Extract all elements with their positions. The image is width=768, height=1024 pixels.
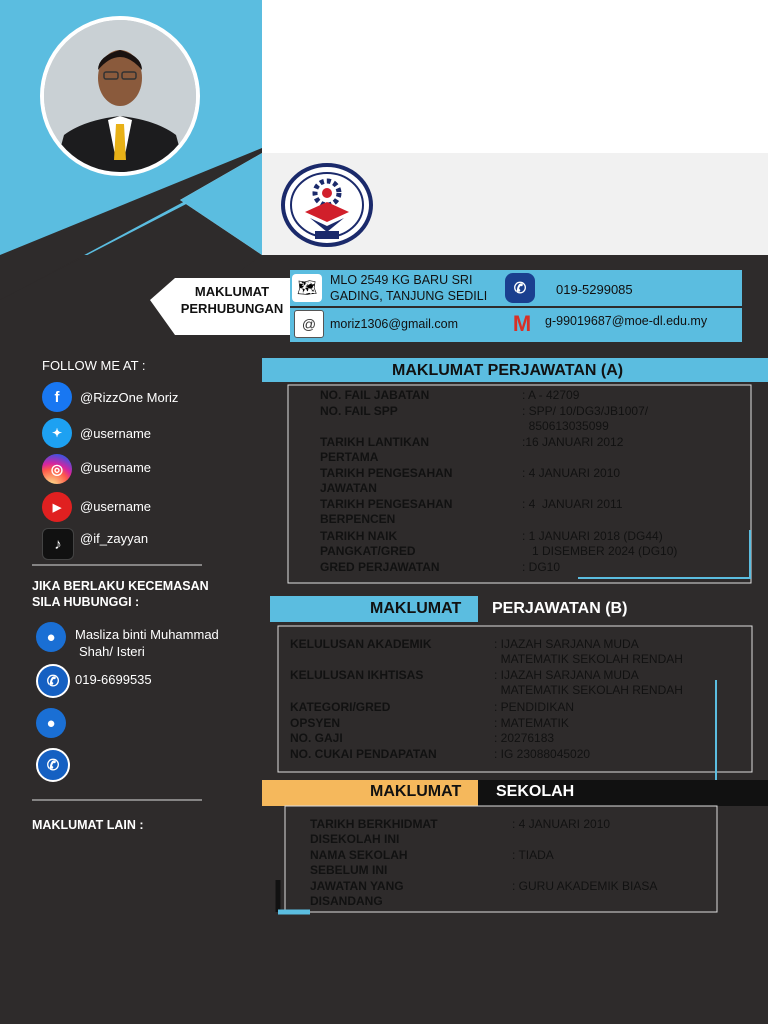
mail-icon: @	[294, 310, 324, 338]
youtube-handle[interactable]: @username	[80, 499, 152, 514]
section-a-value: : 4 JANUARI 2011	[522, 497, 623, 511]
section-b-value: : IJAZAH SARJANA MUDA MATEMATIK SEKOLAH RENDAH	[494, 668, 683, 697]
section-c-title-right: SEKOLAH	[496, 783, 575, 800]
map-icon: 🗺	[292, 274, 322, 302]
contact-email[interactable]: moriz1306@gmail.com	[330, 317, 459, 331]
person-icon: ●	[36, 708, 66, 738]
youtube-icon[interactable]: ▶	[42, 492, 72, 522]
section-a-label: TARIKH PENGESAHAN JAWATAN	[320, 466, 453, 495]
section-c-title-left: MAKLUMAT	[370, 783, 462, 800]
section-b-label: NO. GAJI	[290, 731, 343, 745]
section-a-label: NO. FAIL JABATAN	[320, 388, 430, 402]
emergency-title-line1: JIKA BERLAKU KECEMASAN	[32, 579, 209, 593]
section-b-label: KELULUSAN IKHTISAS	[290, 668, 424, 682]
facebook-icon[interactable]: f	[42, 382, 72, 412]
contact-phone[interactable]: 019-5299085	[556, 282, 633, 297]
section-c-label: NAMA SEKOLAH SEBELUM INI	[310, 848, 408, 877]
section-b-title-left: MAKLUMAT	[370, 600, 462, 617]
section-c-label: JAWATAN YANG DISANDANG	[310, 879, 404, 908]
section-a-label: NO. FAIL SPP	[320, 404, 398, 418]
section-b-value: : PENDIDIKAN	[494, 700, 575, 714]
contact-address	[330, 272, 487, 304]
address-line2: GADING, TANJUNG SEDILI	[330, 289, 488, 303]
emergency-name-line2: Shah/ Isteri	[79, 644, 145, 659]
contact-label-line2: PERHUBUNGAN	[180, 301, 284, 316]
section-c-value: : TIADA	[512, 848, 554, 862]
facebook-handle[interactable]: @RizzOne Moriz	[80, 390, 179, 405]
section-c-value: : 4 JANUARI 2010	[512, 817, 611, 831]
section-a-value: :16 JANUARI 2012	[522, 435, 624, 449]
section-c-label: TARIKH BERKHIDMAT DISEKOLAH INI	[310, 817, 438, 846]
section-a-value: : 1 JANUARI 2018 (DG44) 1 DISEMBER 2024 (DG10)	[522, 529, 678, 558]
section-b-label: KELULUSAN AKADEMIK	[290, 637, 432, 651]
person-icon: ●	[36, 622, 66, 652]
section-a-title: MAKLUMAT PERJAWATAN (A)	[392, 362, 624, 379]
tiktok-handle[interactable]: @if_zayyan	[80, 531, 149, 546]
address-line1: MLO 2549 KG BARU SRI	[330, 273, 473, 287]
section-b-value: : 20276183	[494, 731, 555, 745]
section-a-value: : 4 JANUARI 2010	[522, 466, 621, 480]
section-a-value: : SPP/ 10/DG3/JB1007/ 850613035099	[522, 404, 649, 433]
section-a-value: : A - 42709	[522, 388, 580, 402]
other-info-title: MAKLUMAT LAIN :	[32, 818, 144, 832]
section-b-value: : IJAZAH SARJANA MUDA MATEMATIK SEKOLAH RENDAH	[494, 637, 683, 666]
contact-label	[178, 284, 286, 316]
section-a-label: TARIKH LANTIKAN PERTAMA	[320, 435, 430, 464]
phone-icon: ✆	[36, 748, 70, 782]
school-logo	[283, 165, 371, 245]
section-a-label: TARIKH PENGESAHAN BERPENCEN	[320, 497, 453, 526]
tiktok-icon[interactable]: ♪	[42, 528, 74, 560]
profile-photo	[40, 16, 200, 176]
phone-icon: ✆	[505, 273, 535, 303]
instagram-icon[interactable]: ◎	[42, 454, 72, 484]
emergency-phone[interactable]: 019-6699535	[75, 672, 152, 687]
section-a-value: : DG10	[522, 560, 561, 574]
section-b-label: KATEGORI/GRED	[290, 700, 391, 714]
emergency-name-line1: Masliza binti Muhammad	[75, 627, 219, 642]
follow-title: FOLLOW ME AT :	[42, 358, 146, 373]
instagram-handle[interactable]: @username	[80, 460, 152, 475]
section-b-label: OPSYEN	[290, 716, 341, 730]
section-a-label: GRED PERJAWATAN	[320, 560, 440, 574]
emergency-title-line2: SILA HUBUNGGI :	[32, 595, 140, 609]
section-b-title-right: PERJAWATAN (B)	[492, 600, 628, 617]
emergency-title	[32, 578, 209, 610]
section-c-value: : GURU AKADEMIK BIASA	[512, 879, 658, 893]
twitter-icon[interactable]: ✦	[42, 418, 72, 448]
gmail-icon: M	[512, 311, 532, 336]
section-a-label: TARIKH NAIK PANGKAT/GRED	[320, 529, 416, 558]
phone-icon: ✆	[36, 664, 70, 698]
section-b-value: : MATEMATIK	[494, 716, 569, 730]
contact-label-line1: MAKLUMAT	[194, 284, 270, 299]
emergency-name	[75, 626, 219, 660]
contact-email2[interactable]: g-99019687@moe-dl.edu.my	[545, 314, 708, 328]
section-b-label: NO. CUKAI PENDAPATAN	[290, 747, 437, 761]
twitter-handle[interactable]: @username	[80, 426, 152, 441]
section-b-value: : IG 23088045020	[494, 747, 591, 761]
